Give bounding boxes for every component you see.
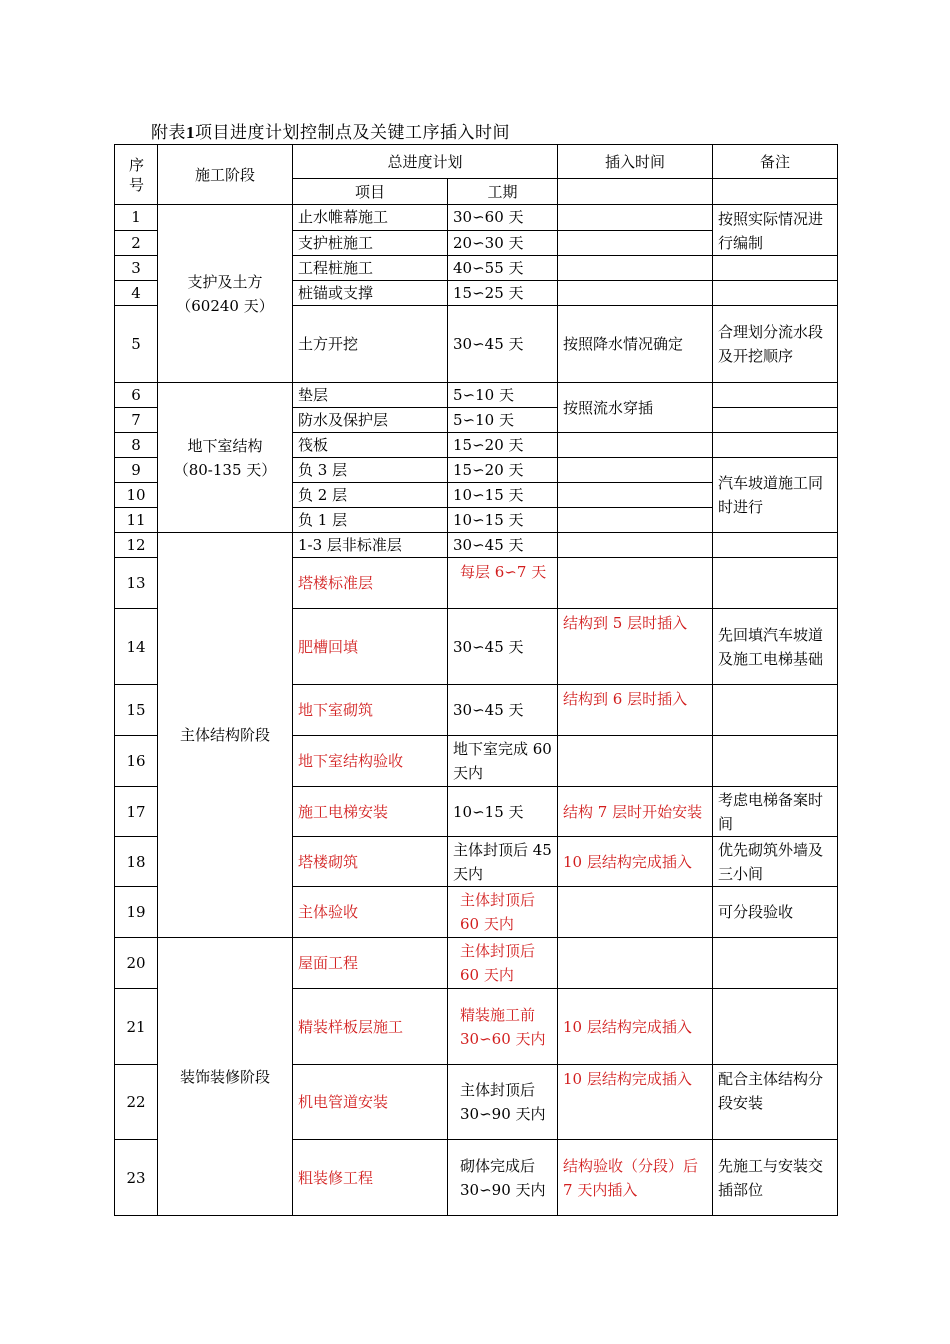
- row-remark: 可分段验收: [713, 887, 838, 938]
- phase-cell: [158, 383, 293, 533]
- row-remark: [713, 736, 838, 787]
- row-no: 22: [115, 1065, 158, 1140]
- row-duration: 30∽45 天: [448, 685, 558, 736]
- row-insert: [558, 938, 713, 989]
- header-remark: 备注: [713, 145, 838, 179]
- row-duration: 地下室完成 60 天内: [448, 736, 558, 787]
- row-item: 塔楼砌筑: [293, 837, 448, 887]
- row-insert: [558, 736, 713, 787]
- row-insert: [558, 281, 713, 306]
- row-remark: [713, 938, 838, 989]
- row-item: 负 1 层: [293, 508, 448, 533]
- row-item: 塔楼标准层: [293, 558, 448, 609]
- row-duration: 主体封顶后 30∽90 天内: [448, 1065, 558, 1140]
- row-item: 支护桩施工: [293, 230, 448, 256]
- title-number: 1: [186, 123, 195, 142]
- row-duration: 砌体完成后 30∽90 天内: [448, 1140, 558, 1216]
- row-duration: 5∽10 天: [448, 383, 558, 408]
- row-duration: 30∽45 天: [448, 306, 558, 383]
- header-remark-blank: [713, 179, 838, 205]
- row-item: 地下室砌筑: [293, 685, 448, 736]
- row-no: 17: [115, 787, 158, 837]
- title-prefix: 附表: [151, 123, 186, 143]
- row-duration: 主体封顶后 60 天内: [448, 887, 558, 938]
- row-duration: 5∽10 天: [448, 408, 558, 433]
- row-duration: 40∽55 天: [448, 256, 558, 281]
- row-insert: 10 层结构完成插入: [558, 1065, 713, 1140]
- phase-name: 支护及土方: [187, 272, 263, 291]
- row-no: 6: [115, 383, 158, 408]
- row-remark: 配合主体结构分段安装: [713, 1065, 838, 1140]
- row-no: 12: [115, 533, 158, 558]
- row-remark: 优先砌筑外墙及三小间: [713, 837, 838, 887]
- row-insert: 结构验收（分段）后 7 天内插入: [558, 1140, 713, 1216]
- row-no: 16: [115, 736, 158, 787]
- row-remark: 先回填汽车坡道及施工电梯基础: [713, 609, 838, 685]
- row-item: 精装样板层施工: [293, 989, 448, 1065]
- row-duration: 10∽15 天: [448, 483, 558, 508]
- row-item: 负 2 层: [293, 483, 448, 508]
- phase-name: 装饰装修阶段: [179, 1067, 270, 1086]
- row-insert: 结构到 6 层时插入: [558, 685, 713, 736]
- row-no: 2: [115, 230, 158, 256]
- phase-name: 地下室结构: [187, 436, 263, 455]
- table-row: [115, 938, 838, 989]
- table-row: [115, 205, 838, 231]
- row-insert: [558, 508, 713, 533]
- row-item: 防水及保护层: [293, 408, 448, 433]
- phase-cell: [158, 205, 293, 383]
- row-remark: [713, 685, 838, 736]
- row-item: 地下室结构验收: [293, 736, 448, 787]
- row-no: 13: [115, 558, 158, 609]
- row-insert: [558, 205, 713, 231]
- row-item: 1-3 层非标准层: [293, 533, 448, 558]
- phase-sub: （80-135 天）: [173, 460, 277, 479]
- row-remark: 汽车坡道施工同时进行: [713, 458, 838, 533]
- row-duration: 20∽30 天: [448, 230, 558, 256]
- row-no: 7: [115, 408, 158, 433]
- row-insert: [558, 533, 713, 558]
- row-duration: 30∽45 天: [448, 533, 558, 558]
- header-row-1: [115, 145, 838, 179]
- header-phase: 施工阶段: [158, 145, 293, 205]
- row-insert: 结构到 5 层时插入: [558, 609, 713, 685]
- table-row: [115, 383, 838, 408]
- row-item: 负 3 层: [293, 458, 448, 483]
- row-remark: [713, 408, 838, 433]
- row-duration: 主体封顶后 45 天内: [448, 837, 558, 887]
- row-item: 机电管道安装: [293, 1065, 448, 1140]
- row-remark: 合理划分流水段及开挖顺序: [713, 306, 838, 383]
- row-no: 19: [115, 887, 158, 938]
- phase-name: 主体结构阶段: [179, 726, 270, 744]
- row-item: 施工电梯安装: [293, 787, 448, 837]
- row-remark: [713, 383, 838, 408]
- row-no: 10: [115, 483, 158, 508]
- row-insert: [558, 230, 713, 256]
- row-item: 止水帷幕施工: [293, 205, 448, 231]
- header-item: 项目: [293, 179, 448, 205]
- row-remark: 按照实际情况进行编制: [713, 205, 838, 256]
- row-no: 21: [115, 989, 158, 1065]
- row-insert: [558, 483, 713, 508]
- row-item: 肥槽回填: [293, 609, 448, 685]
- row-duration: 精装施工前 30∽60 天内: [448, 989, 558, 1065]
- header-seq: 序号: [115, 145, 158, 205]
- row-duration: 每层 6∽7 天: [448, 558, 558, 609]
- phase-cell: [158, 938, 293, 1216]
- row-insert: [558, 256, 713, 281]
- row-insert: [558, 887, 713, 938]
- row-duration: 30∽60 天: [448, 205, 558, 231]
- row-no: 20: [115, 938, 158, 989]
- row-remark: [713, 989, 838, 1065]
- row-item: 土方开挖: [293, 306, 448, 383]
- row-item: 屋面工程: [293, 938, 448, 989]
- row-insert: 结构 7 层时开始安装: [558, 787, 713, 837]
- row-item: 主体验收: [293, 887, 448, 938]
- row-item: 粗装修工程: [293, 1140, 448, 1216]
- row-duration: 15∽25 天: [448, 281, 558, 306]
- row-duration: 15∽20 天: [448, 433, 558, 458]
- row-insert: 10 层结构完成插入: [558, 989, 713, 1065]
- row-no: 15: [115, 685, 158, 736]
- schedule-table: [114, 144, 838, 1216]
- row-insert: [558, 433, 713, 458]
- row-remark: [713, 533, 838, 558]
- row-duration: 10∽15 天: [448, 787, 558, 837]
- row-remark: [713, 281, 838, 306]
- row-no: 11: [115, 508, 158, 533]
- row-no: 3: [115, 256, 158, 281]
- row-item: 桩锚或支撑: [293, 281, 448, 306]
- table-title: [151, 118, 510, 143]
- header-duration: 工期: [448, 179, 558, 205]
- phase-cell: [158, 533, 293, 938]
- row-insert: 按照降水情况确定: [558, 306, 713, 383]
- row-duration: 30∽45 天: [448, 609, 558, 685]
- row-item: 垫层: [293, 383, 448, 408]
- row-remark: [713, 558, 838, 609]
- row-no: 9: [115, 458, 158, 483]
- header-insert: 插入时间: [558, 145, 713, 179]
- row-remark: [713, 256, 838, 281]
- row-item: 筏板: [293, 433, 448, 458]
- phase-sub: （60240 天）: [176, 296, 274, 315]
- row-remark: 先施工与安装交插部位: [713, 1140, 838, 1216]
- row-no: 18: [115, 837, 158, 887]
- row-no: 23: [115, 1140, 158, 1216]
- row-no: 8: [115, 433, 158, 458]
- row-insert: [558, 458, 713, 483]
- row-remark: [713, 433, 838, 458]
- header-insert-blank: [558, 179, 713, 205]
- row-duration: 10∽15 天: [448, 508, 558, 533]
- table-row: [115, 533, 838, 558]
- row-insert: [558, 558, 713, 609]
- header-overall: 总进度计划: [293, 145, 558, 179]
- row-no: 4: [115, 281, 158, 306]
- row-remark: 考虑电梯备案时间: [713, 787, 838, 837]
- row-no: 14: [115, 609, 158, 685]
- title-text: 项目进度计划控制点及关键工序插入时间: [195, 123, 510, 143]
- row-duration: 主体封顶后 60 天内: [448, 938, 558, 989]
- row-insert: 10 层结构完成插入: [558, 837, 713, 887]
- row-insert: 按照流水穿插: [558, 383, 713, 433]
- row-no: 1: [115, 205, 158, 231]
- row-no: 5: [115, 306, 158, 383]
- row-duration: 15∽20 天: [448, 458, 558, 483]
- row-item: 工程桩施工: [293, 256, 448, 281]
